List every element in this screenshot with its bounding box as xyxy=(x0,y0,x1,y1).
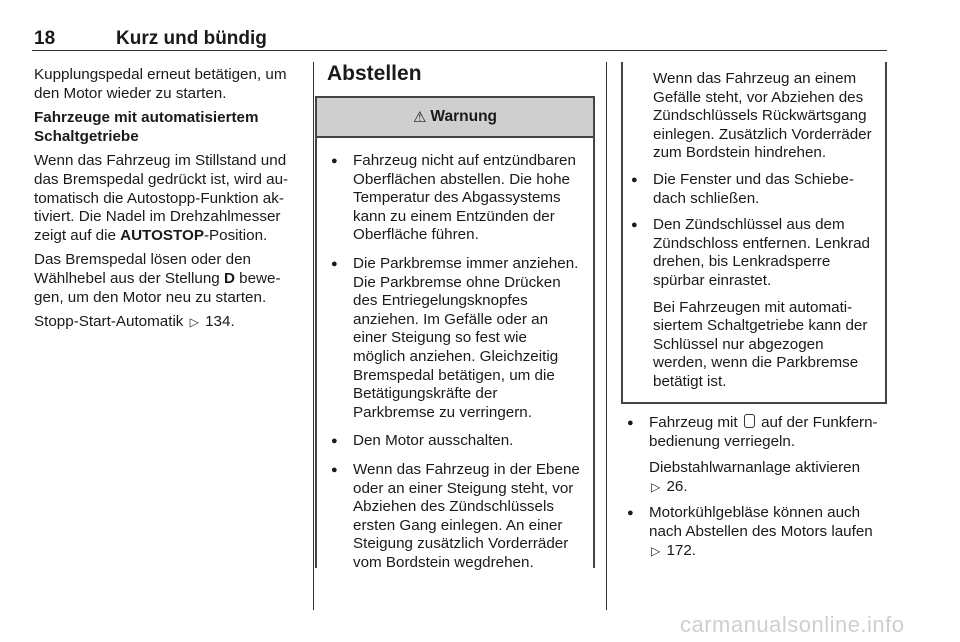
column-divider-1 xyxy=(313,62,314,610)
column-divider-2 xyxy=(606,62,607,610)
chapter-title: Kurz und bündig xyxy=(116,28,267,49)
reference-arrow-icon: ▷ xyxy=(651,543,661,558)
column-3-lower xyxy=(627,414,889,568)
page-reference-link[interactable]: 172. xyxy=(666,541,697,559)
list-item: ● Den Motor ausschalten. xyxy=(331,432,581,451)
list-item: ● Wenn das Fahrzeug in der Ebene oder an einer Steigung steht, vor Abziehen des Zündschlüssels ersten Gang einlegen. An einer Steigung zusätzlich Vorderräder vom Bordstein wegdrehen. xyxy=(331,461,581,573)
warning-continuation-box xyxy=(621,62,887,404)
page-reference-link[interactable]: 134. xyxy=(205,313,235,331)
paragraph-brake: Das Bremspedal lösen oder den Wählhebel aus der Stellung D bewegen, um den Motor neu zu starten. xyxy=(34,251,281,306)
list-item: ● Die Fenster und das Schiebedach schließen. xyxy=(631,171,873,208)
lock-icon xyxy=(744,414,755,428)
list-item: ● Fahrzeug nicht auf entzündbaren Oberflächen abstellen. Die hohe Temperatur des Abgassystems kann zu einem Entzünden der Oberfläche führen. xyxy=(331,152,581,245)
page-header xyxy=(32,28,887,50)
reference-arrow-icon: ▷ xyxy=(651,479,661,494)
paragraph-slope: Wenn das Fahrzeug an einem Gefälle steht, vor Abziehen des Zündschlüssels Rückwärtsgang einlegen. Zusätzlich Vorderräder zum Bordstein hindrehen. xyxy=(653,70,872,162)
column-1 xyxy=(34,66,300,338)
warning-list xyxy=(317,138,593,572)
warning-box xyxy=(315,96,595,571)
paragraph-reference: Stopp-Start-Automatik ▷ 134. xyxy=(34,313,235,331)
warning-title: Warnung xyxy=(430,108,498,125)
continuation-list xyxy=(623,171,885,392)
list-item: ● Motorkühlgebläse können auch nach Abstellen des Motors laufen ▷ 172. xyxy=(627,504,889,560)
warning-header xyxy=(317,98,593,138)
header-rule xyxy=(32,50,887,51)
watermark: carmanualsonline.info xyxy=(680,612,905,637)
section-title: Abstellen xyxy=(327,62,422,85)
reference-arrow-icon: ▷ xyxy=(189,315,199,330)
list-item: ● Die Parkbremse immer anziehen. Die Parkbremse ohne Drücken des Entriegelungsknopfes anziehen. Im Gefälle oder an einer Steigung so fest wie möglich anziehen. Gleichzeitig Bremspedal betätigen, um die Betätigungskräfte der Parkbremse zu verringern. xyxy=(331,255,581,422)
paragraph-restart: Kupplungspedal erneut betätigen, um den Motor wieder zu starten. xyxy=(34,66,287,102)
lower-list xyxy=(627,414,889,560)
page-reference-link[interactable]: 26. xyxy=(666,477,688,495)
paragraph-autostop: Wenn das Fahrzeug im Stillstand und das Bremspedal gedrückt ist, wird automatisch die Autostopp-Funktion aktiviert. Die Nadel im Drehzahlmesser zeigt auf die AUTOSTOP-Position. xyxy=(34,152,289,244)
list-item: ● Den Zündschlüssel aus dem Zündschloss entfernen. Lenkrad drehen, bis Lenkradsperre spürbar einrastet. Bei Fahrzeugen mit automatisiertem Schaltgetriebe kann der Schlüssel nur abgezogen werden, wenn die Parkbremse betätigt ist. xyxy=(631,216,873,391)
list-item: ● Fahrzeug mit auf der Funkfernbedienung verriegeln. Diebstahlwarnanlage aktivieren ▷ 26. xyxy=(627,414,889,496)
warning-icon: ⚠ xyxy=(412,109,427,126)
page-number: 18 xyxy=(34,28,56,49)
sub-heading: Fahrzeuge mit automatisiertem Schaltgetriebe xyxy=(34,109,259,145)
